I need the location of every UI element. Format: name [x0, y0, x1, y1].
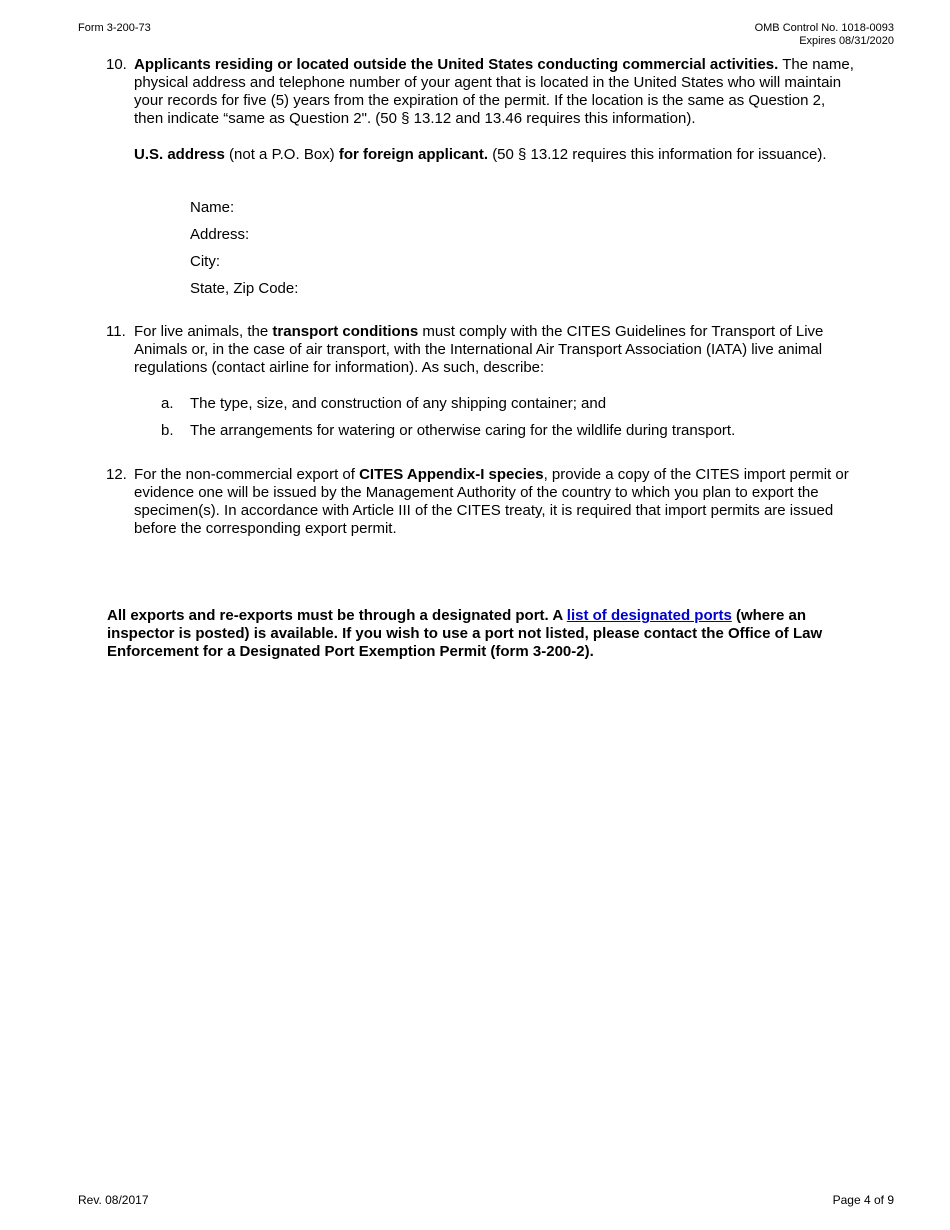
designated-ports-note: All exports and re-exports must be through a designated port. A list of designated ports (where an inspector is posted) is available. If you wish to use a port not listed, please contact the Office of Law Enforcement for a Designated Port Exemption Permit (form 3-200-2).	[107, 607, 823, 660]
form-number: Form 3-200-73	[78, 22, 151, 34]
city-field-label: City:	[190, 253, 220, 270]
question-10	[106, 56, 858, 164]
foreign-applicant-label: for foreign applicant.	[338, 146, 489, 163]
transport-conditions-label: transport conditions	[272, 323, 419, 340]
appendix-i-label: CITES Appendix-I species	[359, 466, 544, 483]
question-10-body: The name, physical address and telephone number of your agent that is located in the United States who will maintain your records for five (5) years from the expiration of the permit. If the location is the same as Question 2, then indicate “same as Question 2". (50 § 13.12 and 13.46 requires this information).	[134, 56, 854, 127]
question-11: 11. For live animals, the transport conditions must comply with the CITES Guidelines for Transport of Live Animals or, in the case of air transport, with the International Air Transport Association (IATA) live animal regulations (contact airline for information). As such, describe:	[106, 323, 824, 376]
question-number: 12.	[106, 466, 127, 483]
us-address-instruction: U.S. address (not a P.O. Box) for foreign applicant. (50 § 13.12 requires this information for issuance).	[134, 146, 827, 163]
list-item: a. The type, size, and construction of any shipping container; and	[161, 395, 607, 412]
page-number: Page 4 of 9	[832, 1193, 894, 1207]
question-12: 12. For the non-commercial export of CITES Appendix-I species, provide a copy of the CITES import permit or evidence one will be issued by the Management Authority of the country to which you plan to export the specimen(s). In accordance with Article III of the CITES treaty, it is required that import permits are issued before the corresponding export permit.	[106, 466, 849, 537]
omb-header	[755, 22, 894, 48]
question-number: 11.	[106, 323, 126, 340]
question-10-title: Applicants residing or located outside the United States conducting commercial activities.	[134, 56, 779, 73]
designated-ports-link[interactable]: list of designated ports	[566, 607, 732, 624]
list-item: b. The arrangements for watering or otherwise caring for the wildlife during transport.	[161, 422, 736, 439]
address-field-label: Address:	[190, 226, 250, 243]
revision-date: Rev. 08/2017	[78, 1193, 149, 1207]
question-number: 10.	[106, 56, 127, 73]
us-address-label: U.S. address	[134, 146, 225, 163]
omb-control-number: OMB Control No. 1018-0093	[754, 22, 894, 34]
expiration-date: Expires 08/31/2020	[799, 35, 894, 47]
state-zip-field-label: State, Zip Code:	[190, 280, 299, 297]
name-field-label: Name:	[190, 199, 235, 216]
